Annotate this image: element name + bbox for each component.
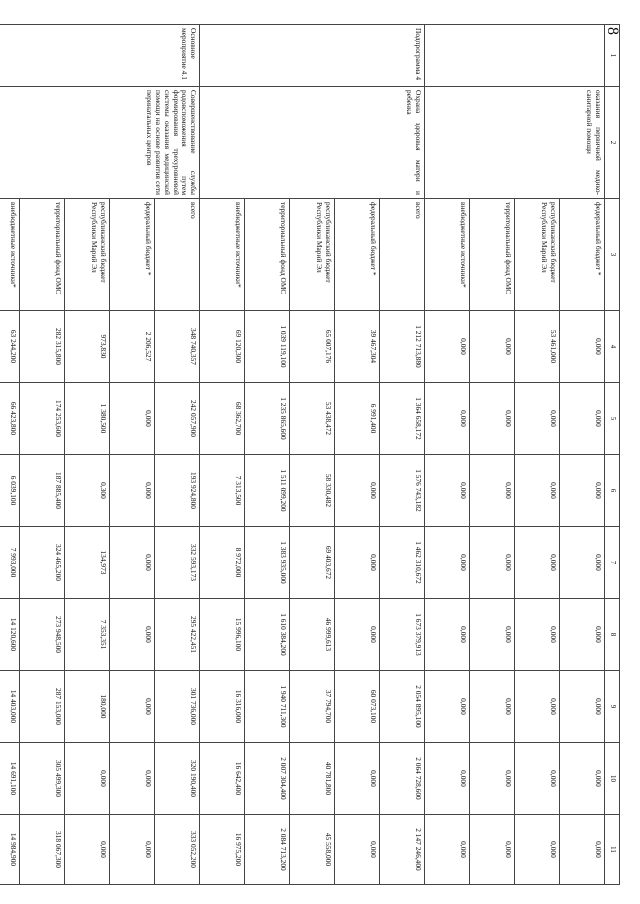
amount-cell: 0,000	[110, 527, 155, 599]
amount-cell: 0,000	[335, 527, 380, 599]
amount-cell: 0,000	[470, 527, 515, 599]
table-row	[560, 25, 605, 885]
program-title-cell: Охрана здоровья матери и ребенка	[200, 87, 425, 199]
column-number: 1	[605, 25, 620, 87]
funding-source-cell: внебюджетные источники*	[425, 199, 470, 311]
amount-cell: 69 403,672	[290, 527, 335, 599]
amount-cell: 0,000	[425, 743, 470, 815]
amount-cell: 16 316,000	[200, 671, 245, 743]
column-number-row	[605, 25, 620, 885]
amount-cell: 2 064 728,600	[380, 743, 425, 815]
column-number: 10	[605, 743, 620, 815]
amount-cell: 0,000	[560, 815, 605, 885]
amount-cell: 174 253,600	[20, 383, 65, 455]
amount-cell: 1 383 935,000	[245, 527, 290, 599]
amount-cell: 7 353,351	[65, 599, 110, 671]
amount-cell: 6 039,100	[0, 455, 20, 527]
amount-cell: 53 461,000	[515, 311, 560, 383]
funding-source-cell: республиканский бюджет Республики Марий Эл	[515, 199, 560, 311]
table-row	[380, 25, 425, 885]
column-number: 6	[605, 455, 620, 527]
amount-cell: 39 467,304	[335, 311, 380, 383]
column-number: 7	[605, 527, 620, 599]
amount-cell: 1 212 713,880	[380, 311, 425, 383]
amount-cell: 15 996,100	[200, 599, 245, 671]
amount-cell: 0,000	[515, 599, 560, 671]
amount-cell: 0,000	[110, 671, 155, 743]
amount-cell: 1 039 119,100	[245, 311, 290, 383]
amount-cell: 2 007 304,400	[245, 743, 290, 815]
amount-cell: 60 073,100	[335, 671, 380, 743]
amount-cell: 0,000	[515, 527, 560, 599]
amount-cell: 16 642,400	[200, 743, 245, 815]
amount-cell: 0,000	[65, 743, 110, 815]
amount-cell: 0,000	[335, 455, 380, 527]
amount-cell: 1 673 379,913	[380, 599, 425, 671]
page-number: 8	[604, 27, 621, 35]
amount-cell: 0,000	[425, 671, 470, 743]
amount-cell: 0,000	[65, 815, 110, 885]
amount-cell: 0,000	[425, 527, 470, 599]
funding-source-cell: республиканский бюджет Республики Марий Эл	[65, 199, 110, 311]
amount-cell: 0,000	[515, 743, 560, 815]
amount-cell: 0,000	[110, 815, 155, 885]
column-number: 5	[605, 383, 620, 455]
rotated-sheet	[9, 24, 620, 884]
amount-cell: 7 313,500	[200, 455, 245, 527]
amount-cell: 2 054 895,100	[380, 671, 425, 743]
amount-cell: 58 330,482	[290, 455, 335, 527]
amount-cell: 0,000	[110, 743, 155, 815]
amount-cell: 1 235 865,600	[245, 383, 290, 455]
funding-source-cell: всего	[155, 199, 200, 311]
funding-source-cell: внебюджетные источники*	[0, 199, 20, 311]
amount-cell: 0,000	[110, 599, 155, 671]
amount-cell: 324 465,200	[20, 527, 65, 599]
amount-cell: 40 781,800	[290, 743, 335, 815]
amount-cell: 1 364 658,172	[380, 383, 425, 455]
amount-cell: 301 736,000	[155, 671, 200, 743]
amount-cell: 0,000	[560, 527, 605, 599]
amount-cell: 187 885,400	[20, 455, 65, 527]
amount-cell: 134,973	[65, 527, 110, 599]
program-title-cell: оказания первичной медико-санитарной помощи	[425, 87, 605, 199]
amount-cell: 0,000	[335, 815, 380, 885]
amount-cell: 66 423,800	[0, 383, 20, 455]
amount-cell: 318 067,300	[20, 815, 65, 885]
funding-source-cell: территориальный фонд ОМС	[470, 199, 515, 311]
amount-cell: 0,000	[425, 599, 470, 671]
amount-cell: 1 576 743,182	[380, 455, 425, 527]
amount-cell: 332 593,173	[155, 527, 200, 599]
amount-cell: 14 691,100	[0, 743, 20, 815]
funding-source-cell: республиканский бюджет Республики Марий Эл	[290, 199, 335, 311]
amount-cell: 320 190,400	[155, 743, 200, 815]
amount-cell: 0,000	[470, 815, 515, 885]
amount-cell: 65 007,176	[290, 311, 335, 383]
amount-cell: 0,000	[335, 743, 380, 815]
amount-cell: 242 057,900	[155, 383, 200, 455]
amount-cell: 0,000	[110, 383, 155, 455]
column-number: 4	[605, 311, 620, 383]
amount-cell: 0,000	[560, 383, 605, 455]
amount-cell: 69 120,300	[200, 311, 245, 383]
funding-source-cell: федеральный бюджет *	[335, 199, 380, 311]
funding-source-cell: федеральный бюджет *	[560, 199, 605, 311]
program-code-cell	[425, 25, 605, 87]
column-number: 8	[605, 599, 620, 671]
amount-cell: 0,000	[470, 311, 515, 383]
amount-cell: 2 084 713,200	[245, 815, 290, 885]
amount-cell: 46 999,613	[290, 599, 335, 671]
table-row	[155, 25, 200, 885]
amount-cell: 45 558,000	[290, 815, 335, 885]
amount-cell: 63 244,200	[0, 311, 20, 383]
amount-cell: 348 740,357	[155, 311, 200, 383]
amount-cell: 1 380,500	[65, 383, 110, 455]
amount-cell: 68 362,700	[200, 383, 245, 455]
amount-cell: 0,000	[560, 599, 605, 671]
column-number: 11	[605, 815, 620, 885]
amount-cell: 0,000	[425, 815, 470, 885]
amount-cell: 282 315,800	[20, 311, 65, 383]
amount-cell: 53 438,472	[290, 383, 335, 455]
funding-source-cell: территориальный фонд ОМС	[20, 199, 65, 311]
amount-cell: 0,000	[425, 383, 470, 455]
amount-cell: 0,000	[515, 383, 560, 455]
amount-cell: 333 052,200	[155, 815, 200, 885]
amount-cell: 0,000	[425, 455, 470, 527]
amount-cell: 0,000	[470, 743, 515, 815]
amount-cell: 0,000	[470, 383, 515, 455]
amount-cell: 37 794,700	[290, 671, 335, 743]
amount-cell: 0,000	[335, 599, 380, 671]
amount-cell: 0,000	[560, 455, 605, 527]
amount-cell: 0,000	[470, 599, 515, 671]
amount-cell: 7 993,000	[0, 527, 20, 599]
amount-cell: 14 984,900	[0, 815, 20, 885]
amount-cell: 16 975,200	[200, 815, 245, 885]
amount-cell: 273 948,500	[20, 599, 65, 671]
amount-cell: 8 972,000	[200, 527, 245, 599]
amount-cell: 0,000	[560, 671, 605, 743]
program-code-cell: Основное мероприятие 4.1	[0, 25, 200, 87]
amount-cell: 1 610 384,200	[245, 599, 290, 671]
amount-cell: 0,000	[515, 455, 560, 527]
amount-cell: 6 991,400	[335, 383, 380, 455]
amount-cell: 287 153,000	[20, 671, 65, 743]
amount-cell: 0,000	[110, 455, 155, 527]
column-number: 2	[605, 87, 620, 199]
funding-table	[0, 24, 620, 885]
amount-cell: 0,300	[65, 455, 110, 527]
amount-cell: 1 940 711,300	[245, 671, 290, 743]
amount-cell: 193 924,800	[155, 455, 200, 527]
column-number: 9	[605, 671, 620, 743]
amount-cell: 0,000	[560, 743, 605, 815]
amount-cell: 0,000	[470, 455, 515, 527]
amount-cell: 2 147 246,400	[380, 815, 425, 885]
amount-cell: 0,000	[560, 311, 605, 383]
amount-cell: 295 422,451	[155, 599, 200, 671]
amount-cell: 1 462 310,672	[380, 527, 425, 599]
amount-cell: 305 499,300	[20, 743, 65, 815]
funding-source-cell: федеральный бюджет *	[110, 199, 155, 311]
amount-cell: 180,000	[65, 671, 110, 743]
funding-source-cell: внебюджетные источники*	[200, 199, 245, 311]
amount-cell: 14 403,000	[0, 671, 20, 743]
amount-cell: 14 120,600	[0, 599, 20, 671]
funding-source-cell: всего	[380, 199, 425, 311]
amount-cell: 0,000	[470, 671, 515, 743]
amount-cell: 973,830	[65, 311, 110, 383]
amount-cell: 2 206,527	[110, 311, 155, 383]
amount-cell: 1 511 099,200	[245, 455, 290, 527]
program-code-cell: Подпрограмма 4	[200, 25, 425, 87]
amount-cell: 0,000	[425, 311, 470, 383]
program-title-cell: Совершенствование службы родовспоможения путем формирования трехуровневой системы оказания медицинской помощи на основе развития сети перинатальных центров	[0, 87, 200, 199]
funding-source-cell: территориальный фонд ОМС	[245, 199, 290, 311]
amount-cell: 0,000	[515, 815, 560, 885]
amount-cell: 0,000	[515, 671, 560, 743]
column-number: 3	[605, 199, 620, 311]
